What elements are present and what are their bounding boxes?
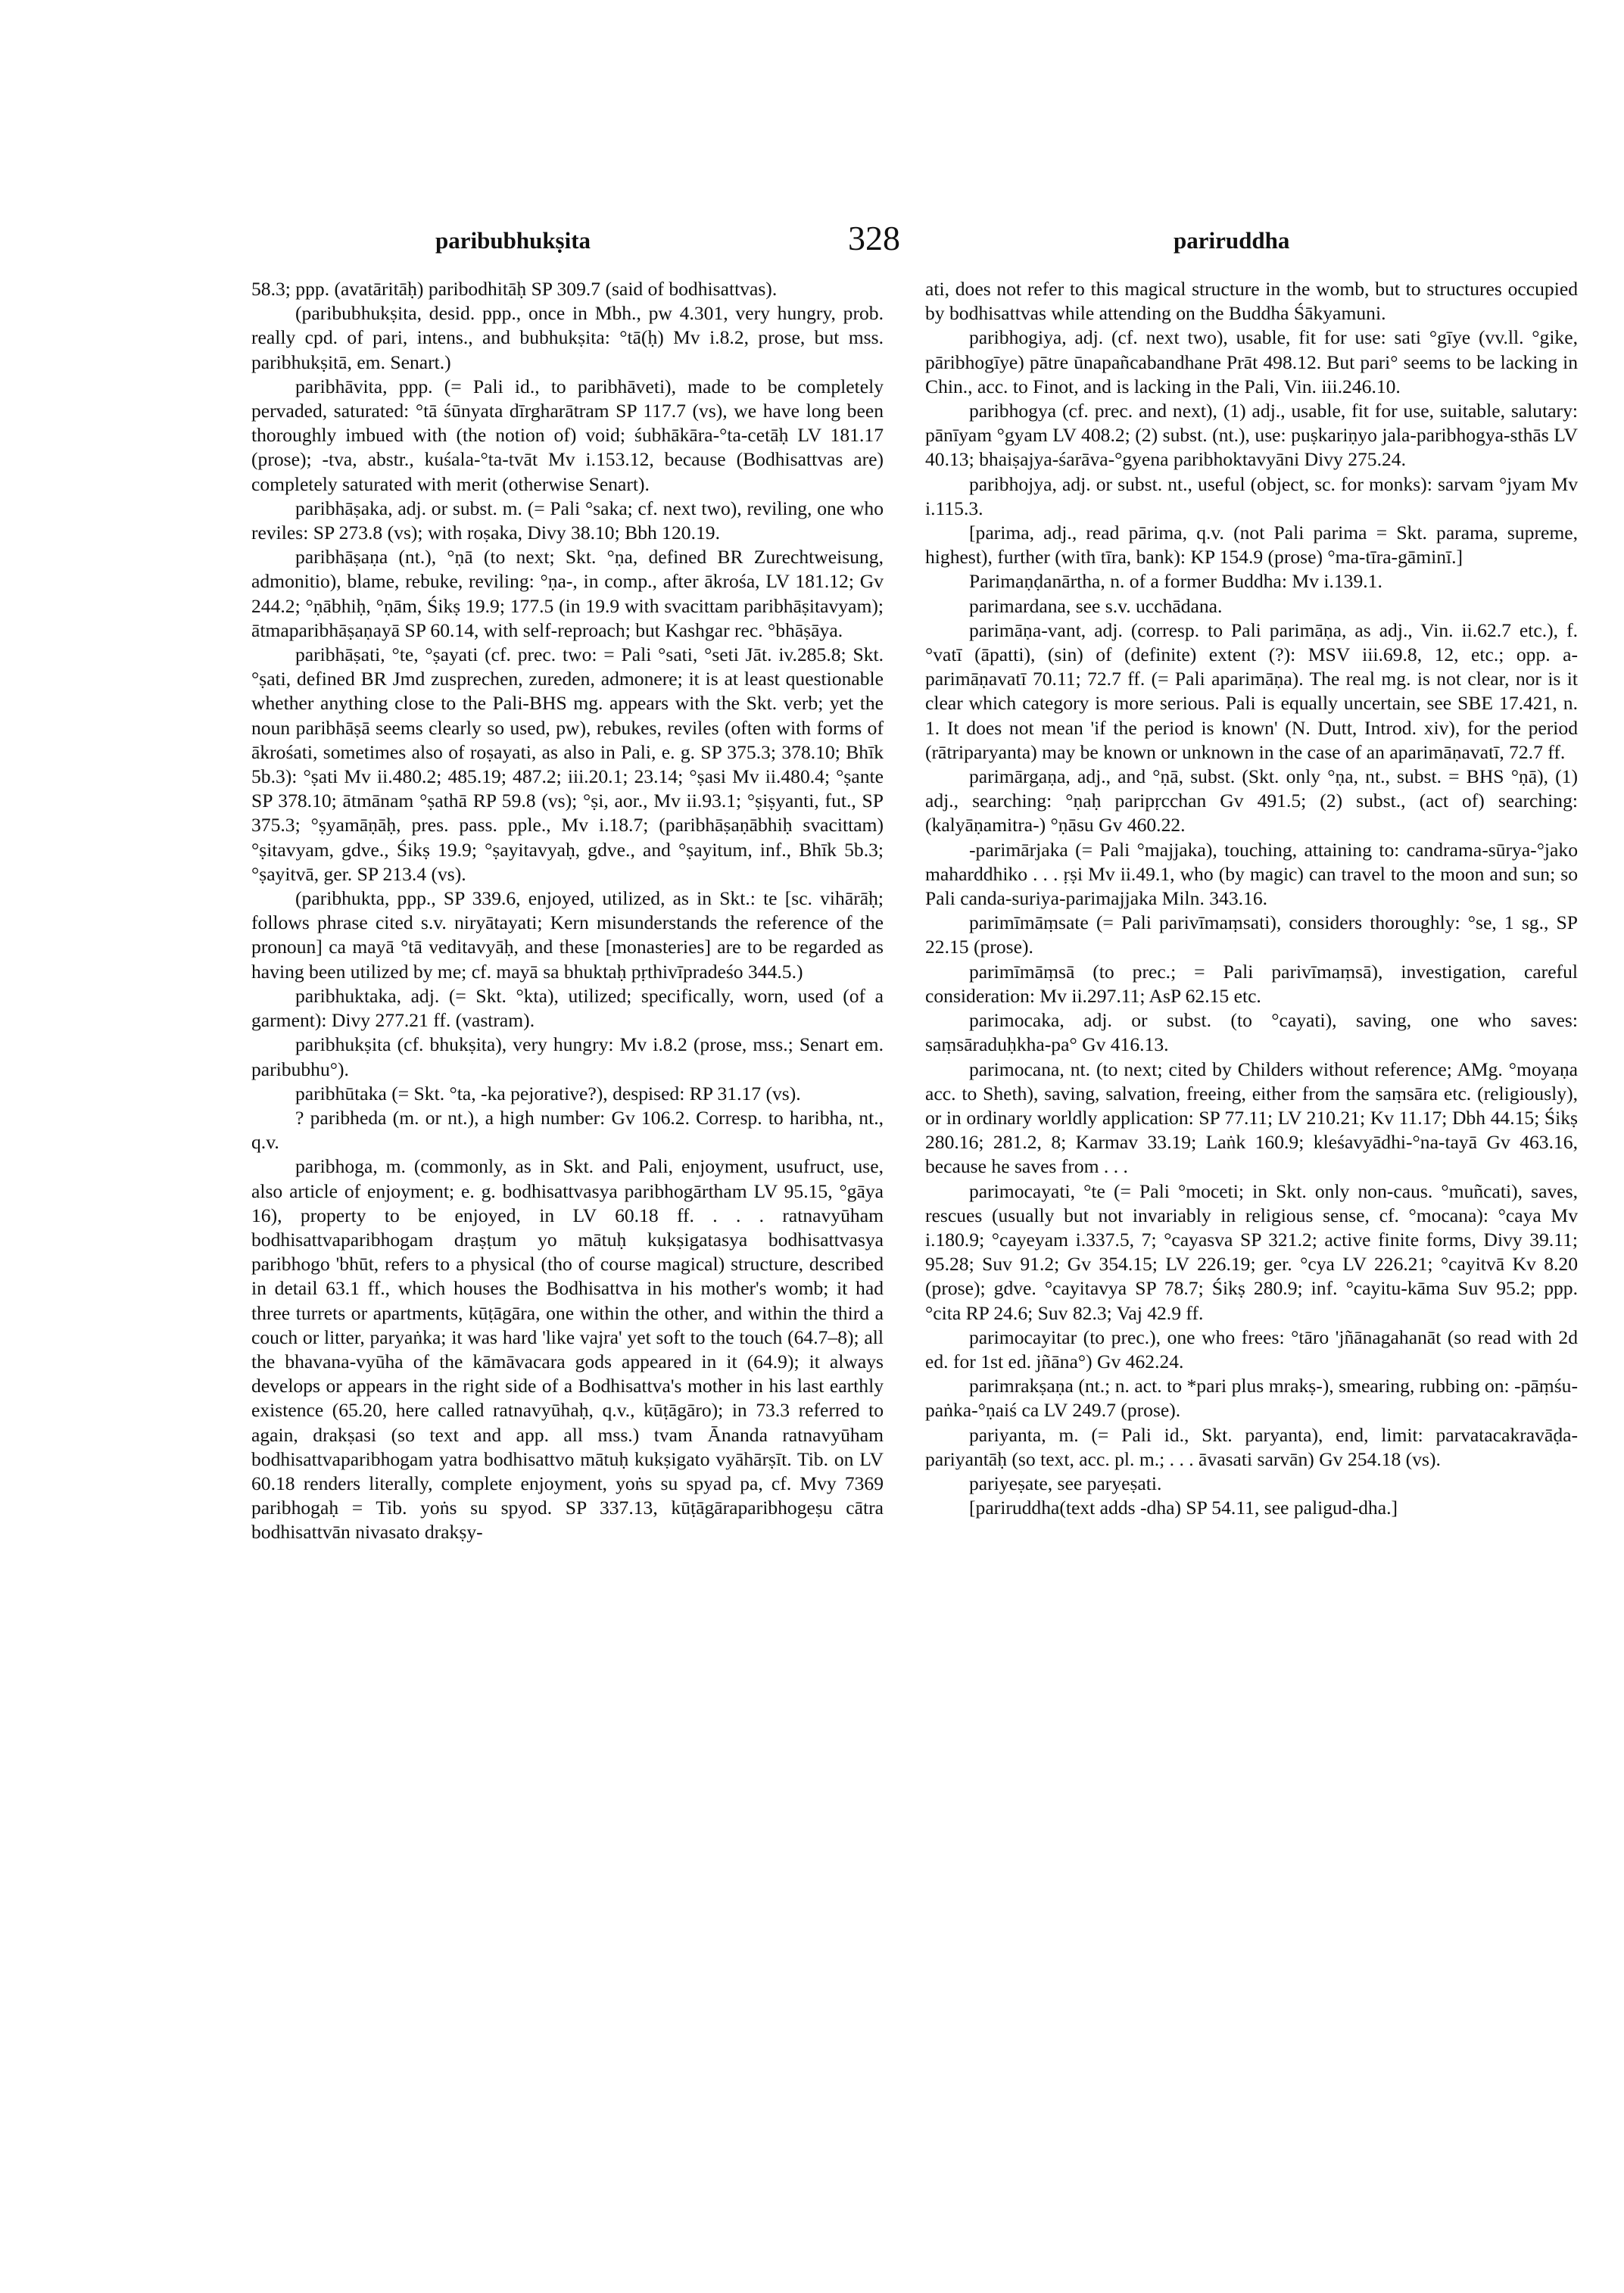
entry-parimimamsate: parimīmāṃsate (= Pali parivīmaṃsati), considers thoroughly: °se, 1 sg., SP 22.15 (prose).	[925, 911, 1578, 958]
entry-parimraksana: parimrakṣaṇa (nt.; n. act. to *pari plus mrakṣ-), smearing, rubbing on: -pāṃśu-paṅka-°ṇaiś ca LV 249.7 (prose).	[925, 1375, 1578, 1422]
entry-parimocana: parimocana, nt. (to next; cited by Childers without reference; AMg. °moyaṇa acc. to Sheth), saving, salvation, freeing, either from the saṃsāra etc. (religiously), or in ordinary worldly application: SP 77.11; LV 210.21; Kv 11.17; Dbh 44.15; Śikṣ 280.16; 281.2, 8; Karmav 33.19; Laṅk 160.9; kleśavyādhi-°na-tayā Gv 463.16, because he saves from . . .	[925, 1058, 1578, 1178]
entry-parimana-vant: parimāṇa-vant, adj. (corresp. to Pali parimāṇa, as adj., Vin. ii.62.7 etc.), f. °vatī (āpatti), (sin) of (definite) extent (?): MSV iii.69.8, 12, etc.; opp. a-parimāṇavatī 70.11; 72.7 ff. (= Pali aparimāṇa). The real mg. is not clear, nor is it clear which category is more serious. Pali is equally uncertain, see SBE 17.421, n. 1. It does not mean 'if the period is known' (N. Dutt, Introd. xiv), for the period (rātriparyanta) may be known or unknown in the case of an aparimāṇavatī, 72.7 ff.	[925, 618, 1578, 763]
entry-paribhasana: paribhāṣaṇa (nt.), °ṇā (to next; Skt. °ṇa, defined BR Zurechtweisung, admonitio), blame, rebuke, reviling: °ṇa-, in comp., after ākrośa, LV 181.12; Gv 244.2; °ṇābhiḥ, °ṇām, Śikṣ 19.9; 177.5 (in 19.9 with svacittam paribhāṣitavyam); ātmaparibhāṣaṇayā SP 60.14, with self-reproach; but Kashgar rec. °bhāṣāya.	[251, 546, 884, 641]
left-running-head: paribubhukṣita	[435, 227, 591, 254]
entry-parimimamsa: parimīmāṃsā (to prec.; = Pali parivīmaṃsā), investigation, careful consideration: Mv ii.297.11; AsP 62.15 etc.	[925, 960, 1578, 1007]
entry-parimarjaka: -parimārjaka (= Pali °majjaka), touching, attaining to: candrama-sūrya-°jako maharddhiko . . . ṛṣi Mv ii.49.1, who (by magic) can travel to the moon and sun; so Pali canda-suriya-parimajjaka Miln. 343.16.	[925, 838, 1578, 910]
right-column	[925, 277, 1578, 1520]
continuation-text: ati, does not refer to this magical structure in the womb, but to structures occupied by bodhisattvas while attending on the Buddha Śākyamuni.	[925, 278, 1578, 325]
entry-paribhutaka: paribhūtaka (= Skt. °ta, -ka pejorative?), despised: RP 31.17 (vs).	[295, 1082, 801, 1104]
entry-parimandanartha: Parimaṇḍanārtha, n. of a former Buddha: Mv i.139.1.	[969, 570, 1382, 593]
entry-paribhogya: paribhogya (cf. prec. and next), (1) adj., usable, fit for use, suitable, salutary: pānīyam °gyam LV 408.2; (2) subst. (nt.), use: puṣkariṇyo jala-paribhogya-sthās LV 40.13; bhaiṣajya-śarāva-°gyena paribhoktavyāni Divy 275.24.	[925, 400, 1578, 471]
entry-paribhogiya: paribhogiya, adj. (cf. next two), usable, fit for use: sati °gīye (vv.ll. °gike, pāribhogīye) pātre ūnapañcabandhane Prāt 498.12. But pari° seems to be lacking in Chin., acc. to Finot, and is lacking in the Pali, Vin. iii.246.10.	[925, 326, 1578, 397]
entry-paribhojya: paribhojya, adj. or subst. nt., useful (object, sc. for monks): sarvam °jyam Mv i.115.3.	[925, 472, 1578, 519]
entry-parimardana: parimardana, see s.v. ucchādana.	[969, 594, 1223, 617]
entry-paribhasaka: paribhāṣaka, adj. or subst. m. (= Pali °saka; cf. next two), reviling, one who reviles: SP 273.8 (vs); with roṣaka, Divy 38.10; Bbh 120.19.	[251, 497, 884, 544]
entry-paribhavita: paribhāvita, ppp. (= Pali id., to paribhāveti), made to be completely pervaded, saturated: °tā śūnyata dīrgharātram SP 117.7 (vs), we have long been thoroughly imbued with (the notion of) void; śubhākāra-°ta-cetāḥ LV 181.17 (prose); -tva, abstr., kuśala-°ta-tvāt Mv i.153.12, because (Bodhisattvas are) completely saturated with merit (otherwise Senart).	[251, 375, 884, 495]
entry-paribhoga: paribhoga, m. (commonly, as in Skt. and Pali, enjoyment, usufruct, use, also article of enjoyment; e. g. bodhisattvasya paribhogārtham LV 95.15, °gāya 16), property to be enjoyed, in LV 60.18 ff. . . . ratnavyūham bodhisattvaparibhogam draṣṭum yo mātuḥ kukṣigatasya bodhisattvasya paribhogo 'bhūt, refers to a physical (tho of course magical) structure, described in detail 63.1 ff., which houses the Bodhisattva in his mother's womb; it had three turrets or apartments, kūṭāgāra, one within the other, and within the third a couch or litter, paryaṅka; it was hard 'like vajra' yet soft to the touch (64.7–8); all the bhavana-vyūha of the kāmāvacara gods appeared in it (64.9); it always develops or appears in the right side of a Bodhisattva's mother in his last earthly existence (65.20, here called ratnavyūhaḥ, q.v., kūṭāgāro); in 73.3 referred to again, drakṣasi (so text and app. all mss.) tvam Ānanda ratnavyūham bodhisattvaparibhogam yatra bodhisattvo mātuḥ kukṣigato vyāhārṣīt. Tib. on LV 60.18 renders literally, complete enjoyment, yoṅs su spyad pa, cf. Mvy 7369 paribhogaḥ = Tib. yoṅs su spyod. SP 337.13, kūṭāgāraparibhogeṣu cātra bodhisattvān nivasato drakṣy-	[251, 1155, 884, 1544]
left-column	[251, 277, 884, 1545]
running-header	[265, 219, 1552, 273]
entry-parimargana: parimārgaṇa, adj., and °ṇā, subst. (Skt. only °ṇa, nt., subst. = BHS °ṇā), (1) adj., searching: °ṇaḥ paripṛcchan Gv 491.5; (2) subst., (act of) searching: (kalyāṇamitra-) °ṇāsu Gv 460.22.	[925, 765, 1578, 837]
continuation-text: 58.3; ppp. (avatāritāḥ) paribodhitāḥ SP 309.7 (said of bodhisattvas).	[251, 278, 778, 300]
page-number: 328	[848, 219, 900, 257]
entry-paribhasati: paribhāṣati, °te, °ṣayati (cf. prec. two: = Pali °sati, °seti Jāt. iv.285.8; Skt. °ṣati, defined BR Jmd zusprechen, zureden, admonere; it is at least questionable whether anything close to the Pali-BHS mg. appears with the Skt. verb; yet the noun paribhāṣā seems clearly so used, pw), rebukes, reviles (often with forms of ākrośati, sometimes also of roṣayati, as also in Pali, e. g. SP 375.3; 378.10; Bhīk 5b.3): °ṣati Mv ii.480.2; 485.19; 487.2; iii.20.1; 23.14; °ṣasi Mv ii.480.4; °ṣante SP 378.10; ātmānam °ṣathā RP 59.8 (vs); °ṣi, aor., Mv ii.93.1; °ṣiṣyanti, fut., SP 375.3; °ṣyamāṇāḥ, pres. pass. pple., Mv i.18.7; (paribhāṣaṇābhiḥ svacittam) °ṣitavyam, gdve., Śikṣ 19.9; °ṣayitavyaḥ, gdve., and °ṣayitum, inf., Bhīk 5b.3; °ṣayitvā, ger. SP 213.4 (vs).	[251, 643, 884, 885]
entry-paribhukta: (paribhukta, ppp., SP 339.6, enjoyed, utilized, as in Skt.: te [sc. vihārāḥ; follows phrase cited s.v. niryātayati; Kern misunderstands the reference of the pronoun] ca mayā °tā veditavyāḥ, and these [monasteries] are to be regarded as having been utilized by me; cf. mayā sa bhuktaḥ pṛthivīpradeśo 344.5.)	[251, 887, 884, 983]
entry-pariyesate: pariyeṣate, see paryeṣati.	[969, 1472, 1162, 1494]
entry-pariyanta: pariyanta, m. (= Pali id., Skt. paryanta), end, limit: parvatacakravāḍa-pariyantāḥ (so text, acc. pl. m.; . . . āvasati sarvān) Gv 254.18 (vs).	[925, 1423, 1578, 1470]
entry-parima: [parima, adj., read pārima, q.v. (not Pali parima = Skt. parama, supreme, highest), further (with tīra, bank): KP 154.9 (prose) °ma-tīra-gāminī.]	[925, 522, 1578, 569]
entry-pariruddha: [pariruddha(text adds -dha) SP 54.11, see paligud-dha.]	[969, 1497, 1398, 1519]
entry-parimocaka: parimocaka, adj. or subst. (to °cayati), saving, one who saves: saṃsāraduḥkha-pa° Gv 416.13.	[925, 1009, 1578, 1056]
entry-parimocayitar: parimocayitar (to prec.), one who frees: °tāro 'jñānagahanāt (so read with 2d ed. for 1st ed. jñāna°) Gv 462.24.	[925, 1326, 1578, 1372]
entry-paribheda: ? paribheda (m. or nt.), a high number: Gv 106.2. Corresp. to haribha, nt., q.v.	[251, 1106, 884, 1154]
entry-parimocayati: parimocayati, °te (= Pali °moceti; in Skt. only non-caus. °muñcati), saves, rescues (usually but not invariably in religious sense, cf. °mocana): °caya Mv i.180.9; °cayeyam i.337.5, 7; °cayasva SP 321.2; active finite forms, Divy 39.11; 95.28; Suv 91.2; Gv 354.15; LV 226.19; ger. °cya LV 226.21; °cayitvā Kv 8.20 (prose); gdve. °cayitavya SP 78.7; Śikṣ 280.9; inf. °cayitu-kāma Suv 95.2; ppp. °cita RP 24.6; Suv 82.3; Vaj 42.9 ff.	[925, 1179, 1578, 1324]
entry-paribhuksita: paribhukṣita (cf. bhukṣita), very hungry: Mv i.8.2 (prose, mss.; Senart em. paribubhu°).	[251, 1033, 884, 1080]
entry-paribhuktaka: paribhuktaka, adj. (= Skt. °kta), utilized; specifically, worn, used (of a garment): Divy 277.21 ff. (vastram).	[251, 984, 884, 1032]
right-running-head: pariruddha	[1174, 227, 1290, 254]
entry-paribubhuksita: (paribubhukṣita, desid. ppp., once in Mbh., pw 4.301, very hungry, prob. really cpd. of pari, intens., and bubhukṣita: °tā(ḥ) Mv i.8.2, prose, but mss. paribhukṣitā, em. Senart.)	[251, 302, 884, 373]
